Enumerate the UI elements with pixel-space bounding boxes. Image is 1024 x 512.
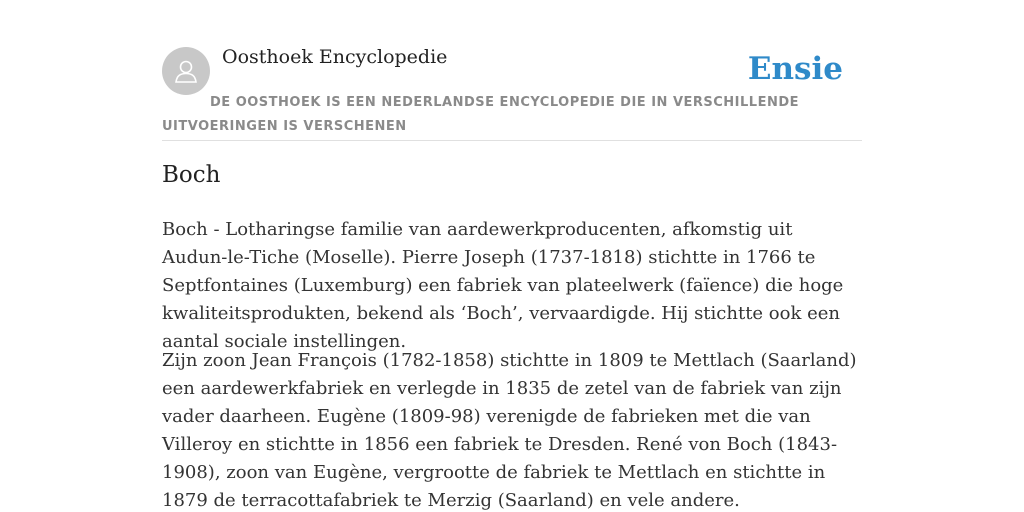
brand-logo[interactable]: Ensie <box>747 51 843 87</box>
site-tagline: DE OOSTHOEK IS EEN NEDERLANDSE ENCYCLOPEDIE DIE IN VERSCHILLENDE UITVOERINGEN IS VERSCHENEN <box>162 95 800 134</box>
site-header <box>162 0 862 141</box>
user-icon <box>171 56 201 86</box>
article-paragraph: Zijn zoon Jean François (1782-1858) stichtte in 1809 te Mettlach (Saarland) een aardewerkfabriek en verlegde in 1835 de zetel van de fabriek van zijn vader daarheen. Eugène (1809-98) verenigde de fabrieken met die van Villeroy en stichtte in 1856 een fabriek te Dresden. René von Boch (1843-1908), zoon van Eugène, vergrootte de fabriek te Mettlach en stichtte in 1879 de terracottafabriek te Merzig (Saarland) en vele andere. <box>162 350 857 511</box>
site-title[interactable]: Oosthoek Encyclopedie <box>222 46 448 68</box>
article-paragraph: Boch - Lotharingse familie van aardewerkproducenten, afkomstig uit Audun-le-Tiche (Moselle). Pierre Joseph (1737-1818) stichtte in 1766 te Septfontaines (Luxemburg) een fabriek van plateelwerk (faïence) die hoge kwaliteitsprodukten, bekend als ‘Boch’, vervaardigde. Hij stichtte ook een aantal sociale instellingen. <box>162 219 844 352</box>
avatar[interactable] <box>162 47 210 95</box>
article-title: Boch <box>162 162 221 188</box>
page-container <box>162 0 862 511</box>
